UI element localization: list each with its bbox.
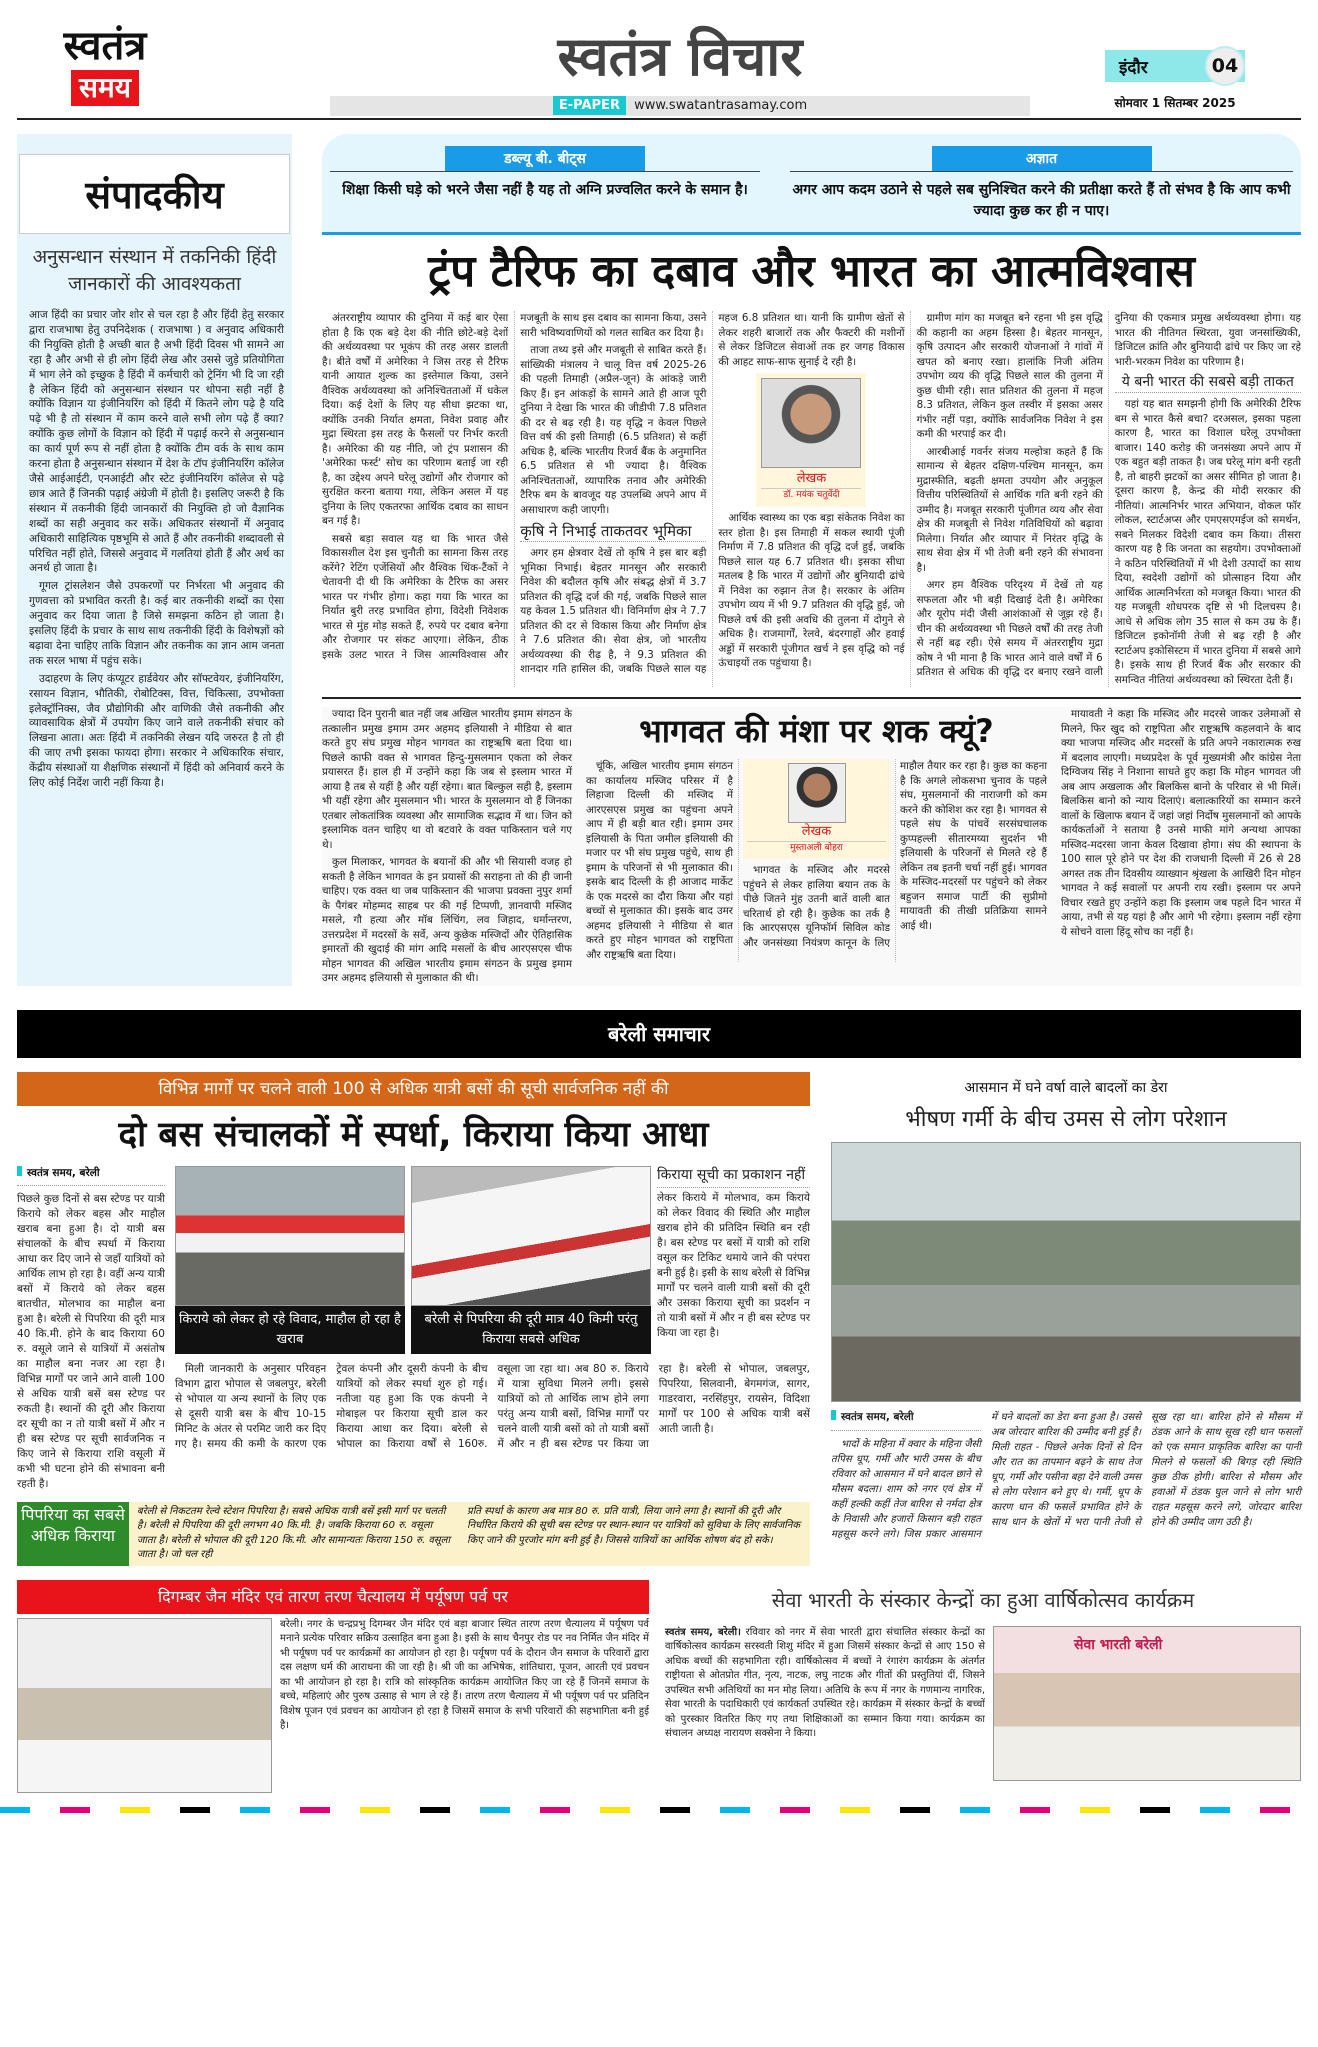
fact-box-text: बरेली से निकटतम रेल्वे स्टेशन पिपरिया है। सबसे अधिक यात्री बसें इसी मार्ग पर चलती है। बरेली से पिपरिया की दूरी लगभग 40 कि.मी. है। जबकि किराया 60 रु. वसूला जाता है। बरेली से भोपाल की दूरी 120 कि.मी. और सामान्यतः किराया 150 रु. वसूला जाता है। जो चल रही xyxy=(137,1505,451,1560)
logo-bottom: समय xyxy=(71,70,139,106)
epaper-bar xyxy=(330,96,1030,116)
bus-dateline xyxy=(17,1166,165,1186)
quote-card xyxy=(330,146,760,222)
lead-paragraph: आर्थिक स्वास्थ्य का एक बड़ा संकेतक निवेश का स्तर होता है। इस तिमाही में सकल स्थायी पूंजी निर्माण में 7.8 प्रतिशत की वृद्धि दर्ज हुई, जबकि पिछले साल यह 6.7 प्रतिशत थी। इसका सीधा मतलब है कि भारत में उद्योगों और बुनियादी ढांचे में निवेश का रुझान तेज है। सरकार के अंतिम उपभोग व्यय में भी 9.7 प्रतिशत की वृद्धि हुई, जो पिछले वर्ष की इसी अवधि की तुलना में दोगुने से अधिक है। राजमार्गों, रेलवे, बंदरगाहों और हवाई अड्डों में सरकारी पूंजीगत खर्च ने इस वृद्धि को नई ऊंचाइयों तक पहुंचाया है। xyxy=(718,512,905,669)
opinion-paragraph: भागवत के मस्जिद और मदरसे पहुंचने से लेकर हालिया बयान तक के पीछे जितने मुंह उतनी बातें वाली बात चरितार्थ हो रही है। कुछेक का तर्क है कि आरएसएस यूनिफॉर्म सिविल कोड और जनसंख्या नियंत्रण कानून के लिए माहौल तैयार कर रहा है। कुछ का कहना है कि अगले लोकसभा चुनाव के पहले संघ, मुसलमानों की नाराजगी को कम करने की कोशिश कर रहा है। भागवत से पहले संघ के पांचवें सरसंघचालक कुप्पहल्ली सीतारमय्या सुदर्शन भी इलियासी के परिजनों से मिलते रहे हैं लेकिन तब इतनी चर्चा नहीं हुई। भागवत के मस्जिद-मदरसों पर पहुंचने को लेकर बहुजन समाज पार्टी की सुप्रीमो मायावती की तीखी प्रतिक्रिया सामने आई थी। xyxy=(743,760,1047,949)
editorial-body xyxy=(17,308,292,791)
opinion-middle xyxy=(586,707,1047,986)
edition-city: इंदौर xyxy=(1119,57,1148,78)
lead-headline: ट्रंप टैरिफ का दबाव और भारत का आत्मविश्वास xyxy=(428,246,1195,297)
jain-photo xyxy=(17,1618,272,1793)
lead-subhead: कृषि ने निभाई ताकतवर भूमिका xyxy=(520,521,706,542)
opinion-paragraph: कुल मिलाकर, भागवत के बयानों की और भी सियासी वजह हो सकती है लेकिन भागवत के इन प्रयासों की सराहना तो की ही जानी चाहिए। एक वक्त था जब पाकिस्तान की भाजपा प्रवक्ता नुपुर शर्मा के पैगंबर मोहम्मद साहब पर की गई टिप्पणी, ज्ञानवापी मस्जिद मसले, गौ हत्या और मॉब लिंचिंग, लव जिहाद, धर्मान्तरण, उत्तरप्रदेश में मदरसों के सर्वे, अन्य कुछेक मस्जिदों और ऐतिहासिक इमारतों की खुदाई की मांग आदि मसलों के बीच आरएसएस चीफ मोहन भागवत की अखिल भारतीय इमाम संगठन के प्रमुख इमाम उमर अहमद इलियासी से मुलाकात की थी। xyxy=(322,856,572,984)
author-name: मुस्ताअली बोहरा xyxy=(747,841,886,855)
seva-photo xyxy=(993,1626,1301,1781)
bus-side-text: लेकर किराये में मोलभाव, कम किराये को लेकर विवाद की स्थिति और माहौल खराब होने की प्रतिदिन स्थिति बन रही है। बस स्टेण्ड पर बसों में यात्री को राशि वसूल कर टिकिट थमाये जाने की परंपरा बनी हुई है। इसी के साथ बरेली से विभिन्न मार्गों पर चलने वाली यात्री बसों की दूरी और उसका किराया सूची का प्रदर्शन न तो यात्री बसों में और न ही बस स्टेण्ड पर किया जा रहा है। xyxy=(657,1191,810,1339)
weather-dateline xyxy=(831,1410,981,1431)
issue-date: सोमवार 1 सितम्बर 2025 xyxy=(1114,96,1236,110)
bus-body xyxy=(175,1362,810,1452)
editorial-paragraph: आज हिंदी का प्रचार जोर शोर से चल रहा है और हिंदी हेतु सरकार द्वारा राजभाषा हेतु उपनिदेशक ( राजभाषा ) व अनुवाद अधिकारी की नियुक्ति होती है अच्छी बात है अभी हिंदी दिवस भी सामने आ रहा है और अभी से ही लोग हिंदी लेख और उससे जुड़े प्रतियोगिता में भाग लेने को इच्छुक है हिंदी में कर्मचारी को ट्रेनिंग भी दि जा रही है लेकिन हिंदी को अनुसन्धान संस्थान पर थोपना सही नहीं है क्योंकि विज्ञान या इंजीनियरिंग को हिंदी में कितने लोग पढ़े है यदि पढ़े भी है तो संस्थान में काम करने वाले सभी लोग पढ़े हैं क्या? क्योंकि कुछ लोगों के विज्ञान को हिंदी में पढ़ाई करने से अनुसन्धान का कार्य पूर्ण रूप से नहीं होता है क्योंकि टीम वर्क के साथ काम करना होता है अनुसन्धान संस्थान में देश के टॉप इंजीनियरिंग कॉलेज जैसे आईआईटी, एनआईटी और स्टेट इंजीनियरिंग कॉलेज से पढ़े छात्र आते हैं जिनकी पढ़ाई अंग्रेजी में होती है। इसलिए जरूरी है कि संस्थान में तकनीकी हिंदी जानकारों की नियुक्ति हो जो वैज्ञानिक शब्दों का सही अनुवाद कर सकें। अधिकतर संस्थानों में अनुवाद अधिकारी साहित्यिक पृष्ठभूमि से आते हैं और तकनीकी शब्दावली से परिचित नहीं होते, जिससे अनुवाद में गलतियां होती हैं और अर्थ का अनर्थ हो जाता है। xyxy=(29,309,284,575)
quote-author: डब्ल्यू बी. बीट्स xyxy=(445,146,645,171)
bus-photo-2 xyxy=(411,1166,651,1354)
author-name: डॉ. मयंक चतुर्वेदी xyxy=(761,488,861,502)
opinion-paragraph: ज्यादा दिन पुरानी बात नहीं जब अखिल भारतीय इमाम संगठन के तत्कालीन प्रमुख इमाम उमर अहमद इलियासी ने मीडिया से बात करते हुए संघ प्रमुख मोहन भागवत का राष्ट्रऋषि बता दिया था। पिछले काफी वक्त से भागवत हिन्दु-मुसलमान एकता को लेकर प्रयासरत हैं। हाल ही में उन्होंने कहा कि जब से इस्लाम भारत में आया है तब से यहीं है और यहीं रहेगा। बात बिल्कुल सही है, इस्लाम भी यहीं रहेगा और मुसलमान भी। भारत के मुसलमान वो हैं जिनका एतबार लोकतांत्रिक व्यवस्था और सामाजिक सद्भाव में था। जिन को इस्लामिक वतन चाहिए था वो बटवारे के वक्त पाकिस्तान चले गए थे। xyxy=(322,708,572,851)
site-url[interactable]: www.swatantrasamay.com xyxy=(634,98,808,113)
lead-subhead: ये बनी भारत की सबसे बड़ी ताकत xyxy=(1115,373,1301,393)
jain-headline: दिगम्बर जैन मंदिर एवं तारण तरण चैत्यालय में पर्यूषण पर्व पर xyxy=(17,1580,649,1614)
lead-paragraph: सबसे बड़ा सवाल यह था कि भारत जैसे विकासशील देश इस चुनौती का सामना किस तरह करेंगे? रेटिंग एजेंसियों और वैश्विक थिंक-टैंकों ने चेतावनी दी थी कि अमेरिका के टैरिफ का असर भारत पर गंभीर होगा। कहा गया कि भारत का निर्यात बुरी तरह प्रभावित होगा, विदेशी निवेशक भारत से मुंह मोड़ सकते हैं, रुपये पर दबाव बनेगा और रोजगार पर संकट आएगा। लेकिन, ठीक इसके उलट भारत ने जिस आत्मविश्वास और मजबूती के साथ इस दबाव का सामना किया, उसने सारी भविष्यवाणियों को गलत साबित कर दिया है। xyxy=(322,312,707,661)
bus-fact-box xyxy=(17,1502,810,1566)
opinion-author-card xyxy=(743,759,890,859)
editorial-column xyxy=(17,134,292,986)
jain-story xyxy=(17,1580,649,1793)
photo-caption: बरेली से पिपरिया की दूरी मात्र 40 किमी परंतु किराया सबसे अधिक xyxy=(411,1306,651,1354)
bus-story xyxy=(17,1072,810,1566)
fact-box-text: प्रति स्पर्धा के कारण अब मात्र 80 रु. प्रति यात्री, लिया जाने लगा है। स्थानों की दूरी और निर्धारित किराये की सूची बस स्टेण्ड पर स्थान-स्थान पर यात्रियों को सुविधा के लिए सार्वजनिक किए जाने की पुरजोर मांग बनी हुई है। जिससे यात्रियों का आर्थिक शोषण बंद हो सके। xyxy=(467,1505,801,1546)
quote-text: शिक्षा किसी घड़े को भरने जैसा नहीं है यह तो अग्नि प्रज्वलित करने के समान है। xyxy=(342,182,748,198)
weather-headline: भीषण गर्मी के बीच उमस से लोग परेशान xyxy=(905,1106,1227,1132)
opinion-right-column xyxy=(1061,707,1301,986)
jain-body: बरेली। नगर के चन्द्रप्रभु दिगम्बर जैन मंदिर एवं बड़ा बाजार स्थित तारण तरण चैत्यालय में पर्यूषण पर्व मनाने प्रत्येक परिवार सक्रिय उत्साहित बना हुआ है। इसी के साथ चैनपुर रोड पर नव निर्मित जैन मंदिर में भी पर्यूषण पर्व पर कार्यक्रमों का आयोजन हो रहा है। पर्यूषण पर्व के दौरान जैन समाज के परिवारों द्वारा दस लक्षण धर्म की आराधना की जा रही है। श्री जी का अभिषेक, शांतिधारा, पूजन, आरती एवं प्रवचन का भी आयोजन हो रहा है। रात्रि को सांस्कृतिक कार्यक्रम आयोजित किए जा रहे हैं जिनमें समाज के बच्चे, महिलाएं और पुरुष उत्साह से भाग ले रहे हैं। तारण तरण चैत्यालय में भी पर्यूषण पर्व पर प्रतिदिन विशेष पूजन एवं प्रवचन का आयोजन हो रहा है जिसमें समाज के सभी परिवारों की सहभागिता बनी हुई है। xyxy=(280,1618,649,1731)
weather-paragraph: भादों के महिना में क्वार के महिना जैसी तपिस धूप, गर्मी और भारी उमस के बीच रविवार को आसमान में घने बादल छाने से मौसम बदला। शाम को नगर एवं क्षेत्र में कहीं हल्की कहीं तेज बारिश से नर्मदा क्षेत्र के निवासी और हजारों किसान बड़ी राहत महसूस करने लगे। जिस प्रकार आसमान में घने बादलों का डेरा बना हुआ है। उससे अब जोरदार बारिश की उम्मीद बनी हुई है। मिली राहत - पिछले अनेक दिनों से दिन और रात का तापमान बढ़ने के साथ तेज धूप, गर्मी और पसीना बहा देने वाली उमस से लोग परेशान बने हुए थे। गर्मी, धूप के कारण धान की फसलें प्रभावित होने के साथ धान के खेतों में भरा पानी तेजी से सूख रहा था। बारिश होने से मौसम में ठंडक आने के साथ सूख रही धान फसलों को एक समान प्राकृतिक बारिश का पानी मिलने से फसलों की बिगड़ रही स्थिति कुछ ठीक होगी। बारिश से मौसम और हवाओं में ठंडक घुल जाने से लोग भारी राहत महसूस करने लगे, जोरदार बारिश होने की उम्मीद जाग उठी है। xyxy=(831,1411,1301,1540)
bus-photo xyxy=(411,1166,651,1306)
author-label: लेखक xyxy=(796,471,827,486)
lead-paragraph: यहां यह बात समझनी होगी कि अमेरिकी टैरिफ बम से भारत कैसे बचा? दरअसल, इसका पहला कारण है, भारत का विशाल घरेलू उपभोक्ता बाजार। 140 करोड़ की जनसंख्या अपने आप में एक बहुत बड़ी ताकत है। जब घरेलू मांग बनी रहती है, तो बाहरी झटकों का असर सीमित हो जाता है। दूसरा कारण है, केन्द्र की मोदी सरकार की नीतियां। आत्मनिर्भर भारत अभियान, वोकल फॉर लोकल, स्टार्टअप्स और एमएसएमईज को समर्थन, सबने मिलकर विदेशी दबाव कम किया। तीसरा कारण यह है कि जनता का सहयोग। उपभोक्ताओं ने कठिन परिस्थितियों में भी देशी उत्पादों का साथ दिया, स्वदेशी उद्योगों को प्रोत्साहन दिया और आर्थिक आत्मनिर्भरता को मजबूत किया। भारत की यह मजबूती शोधपरक दृष्टि से भी दिलचस्प है। आधे से अधिक लोग 35 साल से कम उम्र के हैं। डिजिटल इकोनॉमी तेजी से बढ़ रही है और स्टार्टअप इकोसिस्टम में भारत दुनिया में सबसे आगे है। इसके साथ ही रिजर्व बैंक और सरकार की समन्वित नीतियां अर्थव्यवस्था को स्थिरता देती हैं। xyxy=(1114,398,1301,686)
opinion-headline: भागवत की मंशा पर शक क्यूं? xyxy=(639,712,994,750)
weather-photo xyxy=(831,1142,1301,1402)
author-card xyxy=(756,373,866,507)
masthead-logo xyxy=(40,22,170,106)
editorial-headline: अनुसन्धान संस्थान में तकनिकी हिंदी जानकारों की आवश्यकता xyxy=(32,246,277,295)
lower-stories xyxy=(17,1580,1301,1793)
seva-text: रविवार को नगर में सेवा भारती द्वारा संचालित संस्कार केन्द्रों का वार्षिकोत्सव कार्यक्रम सरस्वती शिशु मंदिर में हुआ जिसमें संस्कार केन्द्रों से आए 150 से अधिक बच्चों की सहभागिता रही। वार्षिकोत्सव में बच्चों ने रंगारंग कार्यक्रम के अंतर्गत राष्ट्रीयता से ओतप्रोत गीत, नृत्य, नाटक, लघु नाटक और गीतों की प्रस्तुतियां दीं, जिसने उपस्थित सभी अतिथियों का मन मोह लिया। अतिथि के रूप में नगर के गणमान्य नागरिक, सेवा भारती के पदाधिकारी एवं कार्यकर्ता उपस्थित रहे। कार्यक्रम में संस्कार केन्द्रों के बच्चों को पुरस्कार वितरित किए गए तथा शिक्षिकाओं का सम्मान किया गया। कार्यक्रम का संचालन अध्यक्ष नारायण सक्सेना ने किया। xyxy=(665,1626,986,1739)
bus-stand-photo xyxy=(175,1166,405,1306)
print-registration-marks xyxy=(0,1807,1318,1813)
lead-paragraph: अगर हम वैश्विक परिदृश्य में देखें तो यह सफलता और भी बड़ी दिखाई देती है। अमेरिका और यूरोप मंदी जैसी आशंकाओं से जूझ रहे हैं। चीन की अर्थव्यवस्था भी पिछले वर्षों की तरह तेजी से नहीं बढ़ रही। ऐसे समय में अंतरराष्ट्रीय मुद्रा कोष ने भी माना है कि भारत आने वाले वर्षों में 6 प्रतिशत से अधिक की वृद्धि दर बनाए रखने वाली दुनिया की एकमात्र प्रमुख अर्थव्यवस्था होगा। यह भारत की नीतिगत स्थिरता, युवा जनसांख्यिकी, डिजिटल क्रांति और बुनियादी ढांचे पर किए जा रहे भारी-भरकम निवेश का परिणाम है। xyxy=(916,312,1301,678)
bus-paragraph: मिली जानकारी के अनुसार परिवहन विभाग द्वारा भोपाल से जबलपुर, बरेली से भोपाल या अन्य स्थानों के लिए एक से दूसरी यात्री बस के बीच 10-15 मिनिट के अंतर से परमिट जारी कर दिए गए है। समय की कमी के कारण एक ट्रेवल कंपनी और दूसरी कंपनी के बीच यात्रियों को लेकर स्पर्धा शुरु हो गई। नतीजा यह हुआ कि एक कंपनी ने मोबाइल पर किराया सूची डाल कर किराया आधा कर दिया। बरेली से भोपाल का किराया वर्षों से 160रु. वसूला जा रहा था। अब 80 रु. किराये में यात्रा सुविधा मिलने लगी। इससे यात्रियों को तो आर्थिक लाभ होने लगा परंतु अन्य यात्री बसों, विभिन्न मार्गों पर चलने वाली यात्री बसों को तो यात्री बसों में और न ही बस स्टेण्ड पर किया जा रहा है। बरेली से भोपाल, जबलपुर, पिपरिया, सिलवानी, बेगमगंज, सागर, गाडरवारा, नरसिंहपुर, रायसेन, विदिशा मार्गों पर 100 से अधिक यात्री बसें आती जाती है। xyxy=(175,1362,810,1450)
bus-paragraph: पिछले कुछ दिनों से बस स्टेण्ड पर यात्री किराये को लेकर बहस और माहौल खराब बना हुआ है। दो यात्री बस संचालकों के बीच स्पर्धा में किराया आधा कर दिए जाने से जहाँ यात्रियों को आर्थिक लाभ हो रहा है। वहीं अन्य यात्री बसों में किराये को लेकर बहस बातचीत, मोलभाव का माहौल बना हुआ है। बरेली से पिपरिया की दूरी मात्र 40 कि.मी. होने के बाद किराया 60 रु. वसूले जाने से यात्रियों में असंतोष का माहौल बना नजर आ रहा है। विभिन्न मार्गों पर जाने आने वाली 100 से अधिक यात्री बसें बस स्टेण्ड पर रुकती है। स्थानों की दूरी और किराया दर सूची का न तो यात्री बसों में और न ही बस स्टेण्ड पर सूची सार्वजनिक न किए जाने से किराया राशि वसूली में कभी भी घटना होने की संभावना बनी रहती है। xyxy=(17,1192,165,1490)
opinion-left-column xyxy=(322,707,572,986)
quote-text: अगर आप कदम उठाने से पहले सब सुनिश्चित करने की प्रतीक्षा करते हैं तो संभव है कि आप कभी ज्यादा कुछ कर ही न पाए। xyxy=(792,182,1291,219)
masthead xyxy=(17,0,1301,120)
bus-kicker: विभिन्न मार्गों पर चलने वाली 100 से अधिक यात्री बसों की सूची सार्वजनिक नहीं की xyxy=(17,1072,810,1106)
logo-top: स्वतंत्र xyxy=(63,23,147,69)
section-bar xyxy=(17,1010,1301,1058)
photo-banner-text: सेवा भारती बरेली xyxy=(1074,1636,1163,1653)
photo-caption: किराये को लेकर हो रहे विवाद, माहौल हो रहा है खराब xyxy=(175,1306,405,1354)
bareilly-stories xyxy=(17,1072,1301,1566)
dateline-text: स्वतंत्र समय, बरेली xyxy=(841,1410,914,1423)
bus-headline: दो बस संचालकों में स्पर्धा, किराया किया आधा xyxy=(118,1114,709,1155)
masthead-title: स्वतंत्र विचार xyxy=(557,25,803,88)
fact-box-label: पिपरिया का सबसे अधिक किराया xyxy=(17,1502,129,1566)
top-area xyxy=(17,134,1301,986)
dateline-text: स्वतंत्र समय, बरेली xyxy=(27,1166,100,1179)
bus-right-block xyxy=(175,1166,810,1492)
section-rule xyxy=(322,697,1301,699)
quote-author: अज्ञात xyxy=(932,146,1152,171)
seva-body xyxy=(665,1626,985,1781)
bus-photo-1 xyxy=(175,1166,405,1354)
opinion xyxy=(322,707,1301,986)
lead-paragraph: ग्रामीण मांग का मजबूत बने रहना भी इस वृद्धि की कहानी का अहम हिस्सा है। बेहतर मानसून, कृषि उत्पादन और सरकारी योजनाओं ने गांवों में खपत को बनाए रखा। हालांकि निजी अंतिम उपभोग व्यय की वृद्धि पिछले साल की तुलना में कुछ धीमी रही। सात प्रतिशत की तुलना में महज 8.3 प्रतिशत, लेकिन कुल तस्वीर में इसका असर गंभीर नहीं पड़ा, क्योंकि सार्वजनिक निवेश ने इस कमी की भरपाई कर दी। xyxy=(916,312,1103,440)
weather-story xyxy=(831,1072,1301,1566)
quotes-panel xyxy=(322,134,1301,235)
main-area xyxy=(322,134,1301,986)
bus-sidebar xyxy=(657,1166,810,1354)
quote-card xyxy=(790,146,1293,222)
bus-first-column xyxy=(17,1166,165,1492)
opinion-paragraph: चूंकि, अखिल भारतीय इमाम संगठन का कार्यालय मस्जिद परिसर में है लिहाजा दिल्ली की मस्जिद में आरएसएस प्रमुख का पहुंचना अपने आप में ही बड़ी बात रही। इमाम उमर इलियासी के पिता जमील इलियासी की मजार पर भी संघ प्रमुख पहुंचे, साथ ही इमाम के परिजनों से भी मुलाकात की। इसके बाद दिल्ली के ही आजाद मार्केट के एक मदरसे का दौरा किया और यहां बच्चों से मुलाकात की। इसके बाद उमर अहमद इलियासी ने मीडिया से बात करते हुए मोहन भागवत को राष्ट्रपिता और राष्ट्रऋषि बता दिया। xyxy=(586,760,733,961)
bus-photo-row xyxy=(175,1166,810,1354)
author-photo xyxy=(788,763,846,823)
bus-layout xyxy=(17,1166,810,1492)
edition-badge xyxy=(1105,50,1245,82)
editorial-paragraph: उदाहरण के लिए कंप्यूटर हार्डवेयर और सॉफ्टवेयर, इंजीनियरिंग, रसायन विज्ञान, भौतिकी, रोबोटिक्स, वित्त, चिकित्सा, उपभोक्ता इलेक्ट्रॉनिक्स, जैव प्रौद्योगिकी और वाणिकी जैसे तकनीकी और व्यावसायिक क्षेत्रों में उपयोग किए जाने वाले तकनीकी संचार को लिखना आता। अतः हिंदी में तकनिकी लेखन यदि जरुरत है तो ही की जाए तभी इसका फायदा होगा। सरकार ने अधिकारिक संचार, केंद्रीय संस्थाओं या शैक्षणिक संस्थानों में हिंदी को अनिवार्य करने के लिए कोई निर्देश जारी नहीं किया है। xyxy=(29,672,284,790)
seva-dateline: स्वतंत्र समय, बरेली। xyxy=(665,1626,741,1638)
lead-paragraph: आरबीआई गवर्नर संजय मल्होत्रा कहते हैं कि सामान्य से बेहतर दक्षिण-पश्चिम मानसून, कम मुद्रास्फीति, बढ़ती क्षमता उपयोग और अनुकूल वित्तीय परिस्थितियों से आर्थिक गति बनी रहने की उम्मीद है। मजबूत सरकारी पूंजीगत व्यय और सेवा क्षेत्र की मजबूती से निवेश गतिविधियों को बढ़ावा मिलेगा। निर्यात और व्यापार में निरंतर वृद्धि के साथ सेवा क्षेत्र में भी तेजी बनी रहने की संभावना है। xyxy=(916,445,1103,574)
editorial-label: संपादकीय xyxy=(19,154,290,234)
opinion-body xyxy=(586,759,1047,962)
dateline-marker-icon xyxy=(17,1166,22,1176)
lead-paragraph: अंतरराष्ट्रीय व्यापार की दुनिया में कई बार ऐसा होता है कि एक बड़े देश की नीति छोटे-बड़े देशों की अर्थव्यवस्था पर भूकंप की तरह असर डालती है। बीते वर्षों में अमेरिका ने जिस तरह से टैरिफ यानी आयात शुल्क का इस्तेमाल किया, उसने वैश्विक अर्थव्यवस्था को अनिश्चितताओं में धकेल दिया। कई देशों के लिए यह सीधा झटका था, क्योंकि उनकी निर्यात क्षमता, निवेश प्रवाह और मुद्रा स्थिरता इस तरह के फैसलों पर निर्भर करती है। अमेरिका की यह नीति, जो ट्रंप प्रशासन की 'अमेरिका फर्स्ट' सोच का परिणाम बताई जा रही है, का उद्देश्य अपने घरेलू उद्योगों और रोजगार को सुरक्षित करना बताया गया, लेकिन असल में यह दुनिया के लिए एकतरफा आर्थिक दबाव का साधन बन गई है। xyxy=(322,312,509,527)
lead-paragraph: ताजा तथ्य इसे और मजबूती से साबित करते हैं। सांख्यिकी मंत्रालय ने चालू वित्त वर्ष 2025-26 की पहली तिमाही (अप्रैल-जून) के आंकड़े जारी किए हैं। इन आंकड़ों के सामने आते ही आज पूरी दुनिया ने देखा कि भारत की जीडीपी 7.8 प्रतिशत की दर से बढ़ रही है। यह वृद्धि न केवल पिछले वित्त वर्ष की इसी तिमाही (6.5 प्रतिशत) से कहीं अधिक है, बल्कि भारतीय रिजर्व बैंक के अनुमानित 6.5 प्रतिशत से भी ज्यादा है। वैश्विक अनिश्चितताओं, व्यापारिक तनाव और अमेरिकी टैरिफ बम के बावजूद यह उपलब्धि अपने आप में असाधारण कही जाएगी। xyxy=(520,344,707,516)
author-label: लेखक xyxy=(801,824,832,839)
section-bar-label: बरेली समाचार xyxy=(607,1021,711,1046)
lead-paragraph: अगर हम क्षेत्रवार देखें तो कृषि ने इस बार बड़ी भूमिका निभाई। बेहतर मानसून और सरकारी निवेश की बदौलत कृषि और संबद्ध क्षेत्रों में 3.7 प्रतिशत की वृद्धि दर्ज की गई, जबकि पिछले साल यह केवल 1.5 प्रतिशत थी। विनिर्माण क्षेत्र ने 7.7 प्रतिशत की दर से विकास किया और निर्माण क्षेत्र ने 7.6 प्रतिशत की। सेवा क्षेत्र, जो भारतीय अर्थव्यवस्था की रीढ़ है, ने 9.3 प्रतिशत की शानदार गति हासिल की, जबकि पिछले साल यह महज 6.8 प्रतिशत था। यानी कि ग्रामीण खेतों से लेकर शहरी बाजारों तक और फैक्टरी की मशीनों से लेकर डिजिटल सेवाओं तक हर जगह विकास की आहट साफ-साफ सुनाई दे रही है। xyxy=(520,312,905,675)
seva-story xyxy=(665,1580,1301,1793)
editorial-paragraph: गूगल ट्रांसलेशन जैसे उपकरणों पर निर्भरता भी अनुवाद की गुणवत्ता को प्रभावित करती है। कई बार तकनीकी शब्दों का ऐसा अनुवाद कर दिया जाता है जिसे समझना कठिन हो जाता है। इसलिए हिंदी के प्रचार के साथ साथ तकनीकी हिंदी के विशेषज्ञों को बढ़ावा देना चाहिए ताकि विज्ञान और तकनीक का ज्ञान आम जनता तक सरल भाषा में पहुंच सके। xyxy=(29,580,284,667)
page-number: 04 xyxy=(1205,46,1245,86)
bus-side-subhead: किराया सूची का प्रकाशन नहीं xyxy=(657,1166,810,1188)
weather-body xyxy=(831,1410,1301,1542)
epaper-label: E-PAPER xyxy=(553,96,626,115)
lead-body xyxy=(322,311,1301,687)
author-photo xyxy=(761,378,861,468)
weather-kicker: आसमान में घने वर्षा वाले बादलों का डेरा xyxy=(964,1079,1168,1096)
opinion-paragraph: मायावती ने कहा कि मस्जिद और मदरसे जाकर उलेमाओं से मिलने, फिर खुद को राष्ट्रपिता और राष्ट्रऋषि कहलवाने के बाद क्या भाजपा मस्जिद और मदरसों के प्रति अपने नकारात्मक रुख में बदलाव लाएगी। मध्यप्रदेश के पूर्व मुख्यमंत्री और कांग्रेस नेता दिग्विजय सिंह ने निशाना साधते हुए कहा कि मोहन भागवत जी अब आप अखलाक और बिलकिस बानो के परिवार से भी मिलें। बिलकिस बानो को न्याय दिलाएं। बलात्कारियों का सम्मान करने वालों के खिलाफ बयान दें जहां जहां निर्दोष मुसलमानों को आपके कार्यकर्ताओं ने सताया है उनसे माफी मांगे अन्यथा आपका मस्जिद-मदरसा जाना केवल दिखावा होगा। संघ की स्थापना के 100 साल पूरे होने पर देश की राजधानी दिल्ली में 26 से 28 अगस्त तक तीन दिवसीय व्याख्यान श्रृंखला के आखिरी दिन मोहन भागवत ने कई सवालों पर अपनी राय रखी। इस्लाम पर अपने विचार रखते हुए उन्होंने कहा कि इस्लाम जब पहले दिन भारत में आया, तभी से यह यहां है और आगे भी रहेगा। इस्लाम नहीं रहेगा ये सोचने वाला हिंदू सोच का नहीं है। xyxy=(1061,708,1301,938)
dateline-marker-icon xyxy=(831,1410,836,1420)
seva-headline: सेवा भारती के संस्कार केन्द्रों का हुआ वार्षिकोत्सव कार्यक्रम xyxy=(771,1587,1195,1612)
